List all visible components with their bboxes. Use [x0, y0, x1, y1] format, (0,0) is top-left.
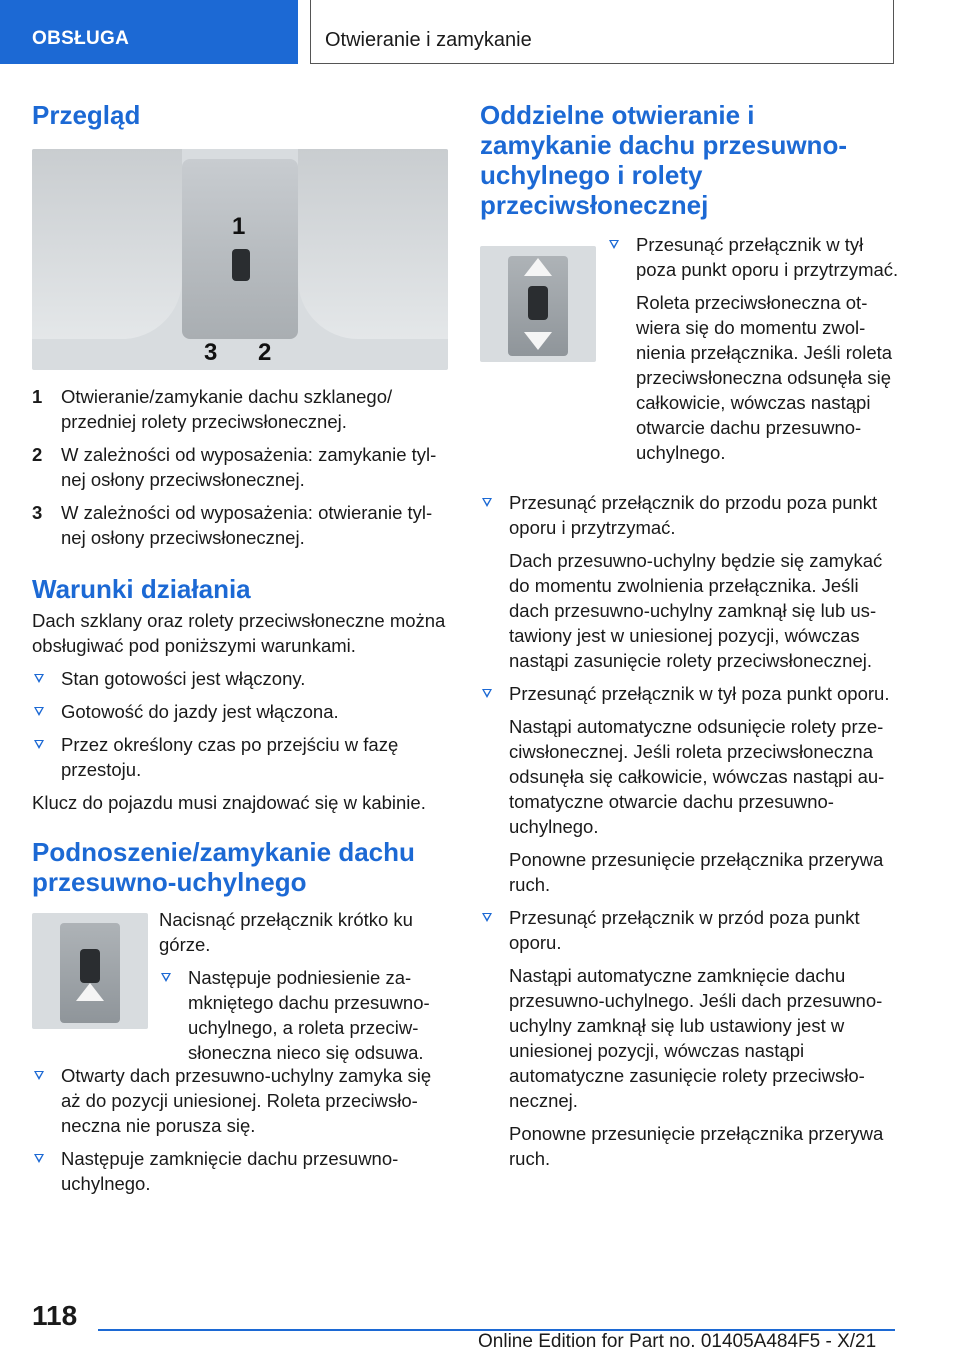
left-column [32, 100, 448, 1204]
conditions-list [32, 666, 448, 782]
header-divider [310, 0, 311, 64]
separate-list [480, 490, 900, 1171]
item-detail: Ponowne przesunięcie przełącznika przerywa ruch. [509, 849, 884, 895]
item-detail: Nastąpi automatyczne zamknięcie dachu przesuwno-uchylnego. Jeśli dach przesuwno-uchylny zamknął się lub ustawiony jest w uniesionej pozycji, wówczas nastąpi automatyczne zasunięcie rolety przeciwsłonecznej. [509, 965, 883, 1111]
list-item: Przesunąć przełącznik w przód poza punkt oporu. Nastąpi automatyczne zamknięcie dachu przesuwno-uchylnego. Jeśli dach przesuwno-uchylny zamknął się lub ustawiony jest w uniesionej pozycji, wówczas nastąpi automatyczne zasunięcie rolety przeciwsłonecznej. Ponowne przesunięcie przełącznika przerywa ruch. [480, 905, 900, 1171]
lift-text [159, 907, 448, 1073]
bullet-triangle-icon [482, 689, 492, 698]
page-number: 118 [32, 1300, 78, 1331]
lift-intro: Nacisnąć przełącznik krótko ku górze. [159, 909, 413, 955]
arrow-down-icon [524, 332, 552, 350]
list-item: Gotowość do jazdy jest włączona. [32, 699, 448, 724]
lift-block [32, 907, 448, 1063]
item-detail: Nastąpi automatyczne odsunięcie rolety przeciwsłonecznej. Jeśli roleta przeciwsłoneczna odsunęła się całkowicie, wówczas nastąpi automatyczne otwarcie dachu przesuwno-uchylnego. [509, 716, 885, 837]
section-tab [0, 0, 298, 64]
separate-first-text [607, 232, 900, 473]
item-detail: Ponowne przesunięcie przełącznika przerywa ruch. [509, 1123, 884, 1169]
list-item: Przez określony czas po przejściu w fazę przestoju. [32, 732, 448, 782]
list-item: Otwarty dach przesuwno-uchylny zamyka się aż do pozycji uniesionej. Roleta przeciwsłoneczna nie porusza się. [32, 1063, 448, 1138]
bullet-triangle-icon [482, 913, 492, 922]
section-label: OBSŁUGA [32, 28, 130, 49]
list-item: Następuje podniesienie zamkniętego dachu przesuwno-uchylnego, a roleta przeciwsłoneczna nieco się odsuwa. [159, 965, 448, 1065]
overview-figure [32, 149, 448, 370]
callout-2: 2 [258, 339, 272, 366]
list-item: Stan gotowości jest włączony. [32, 666, 448, 691]
separate-heading: Oddzielne otwieranie i zamykanie dachu przesuwno-uchylnego i rolety przeciwsłonecznej [480, 100, 847, 220]
list-item: Przesunąć przełącznik do przodu poza punkt oporu i przytrzymać. Dach przesuwno-uchylny będzie się zamykać do momentu zwolnienia przełącznika. Jeśli dach przesuwno-uchylny zamknął się lub ustawiony jest w uniesionej pozycji, wówczas nastąpi zasunięcie rolety przeciwsłonecznej. [480, 490, 900, 673]
roof-panel-right [298, 149, 448, 339]
list-item [32, 384, 448, 434]
arrow-up-icon [524, 258, 552, 276]
arrow-up-icon [76, 983, 104, 1001]
bullet-triangle-icon [34, 1154, 44, 1163]
list-item [32, 442, 448, 492]
right-column [480, 100, 900, 1179]
conditions-intro: Dach szklany oraz rolety przeciwsłoneczne można obsługiwać pod poniższymi warunkami. [32, 610, 446, 656]
roof-switch [232, 249, 250, 281]
lift-sub-list [159, 965, 448, 1065]
item-number: 3 [32, 502, 43, 523]
item-text: W zależności od wyposażenia: otwieranie tylnej osłony przeciwsłonecznej. [61, 502, 433, 548]
separate-first-list [607, 232, 900, 465]
list-item: Następuje zamknięcie dachu przesuwno-uchylnego. [32, 1146, 448, 1196]
lift-heading: Podnoszenie/zamykanie dachu przesuwno-uchylnego [32, 837, 415, 897]
bullet-triangle-icon [34, 740, 44, 749]
edition-note: Online Edition for Part no. 01405A484F5 - X/21 [478, 1331, 877, 1352]
item-text: W zależności od wyposażenia: zamykanie tylnej osłony przeciwsłonecznej. [61, 444, 437, 490]
separate-switch-figure [480, 246, 596, 362]
list-item [32, 500, 448, 550]
separate-block [480, 232, 900, 490]
item-number: 2 [32, 444, 43, 465]
bullet-triangle-icon [34, 707, 44, 716]
list-item: Przesunąć przełącznik w tył poza punkt oporu. Nastąpi automatyczne odsunięcie rolety przeciwsłonecznej. Jeśli roleta przeciwsłoneczna odsunęła się całkowicie, wówczas nastąpi automatyczne otwarcie dachu przesuwno-uchylnego. Ponowne przesunięcie przełącznika przerywa ruch. [480, 681, 900, 897]
lift-switch-figure [32, 913, 148, 1029]
roof-switch [528, 286, 548, 320]
item-number: 1 [32, 386, 43, 407]
callout-1: 1 [232, 213, 246, 240]
overview-list [32, 384, 448, 550]
item-detail: Dach przesuwno-uchylny będzie się zamykać do momentu zwolnienia przełącznika. Jeśli dach przesuwno-uchylny zamknął się lub ustawiony jest w uniesionej pozycji, wówczas nastąpi zasunięcie rolety przeciwsłonecznej. [509, 550, 883, 671]
item-text: Otwieranie/zamykanie dachu szklanego/ przedniej rolety przeciwsłonecznej. [61, 386, 393, 432]
bullet-triangle-icon [34, 1071, 44, 1080]
header-divider [893, 0, 894, 64]
page-title: Otwieranie i zamykanie [325, 29, 532, 51]
bullet-triangle-icon [482, 498, 492, 507]
item-detail: Roleta przeciwsłoneczna otwiera się do momentu zwolnienia przełącznika. Jeśli roleta przeciwsłoneczna odsunęła się całkowicie, wówczas nastąpi otwarcie dachu przesuwno-uchylnego. [636, 292, 893, 463]
bullet-triangle-icon [161, 973, 171, 982]
lift-list [32, 1063, 448, 1196]
roof-panel-left [32, 149, 182, 339]
callout-3: 3 [204, 339, 218, 366]
bullet-triangle-icon [34, 674, 44, 683]
header-underline [310, 63, 894, 64]
bullet-triangle-icon [609, 240, 619, 249]
roof-switch [80, 949, 100, 983]
conditions-note: Klucz do pojazdu musi znajdować się w kabinie. [32, 792, 426, 813]
list-item: Przesunąć przełącznik w tył poza punkt oporu i przytrzymać. Roleta przeciwsłoneczna otwiera się do momentu zwolnienia przełącznika. Jeśli roleta przeciwsłoneczna odsunęła się całkowicie, wówczas nastąpi otwarcie dachu przesuwno-uchylnego. [607, 232, 900, 465]
conditions-heading: Warunki działania [32, 574, 251, 604]
overview-heading: Przegląd [32, 100, 141, 130]
